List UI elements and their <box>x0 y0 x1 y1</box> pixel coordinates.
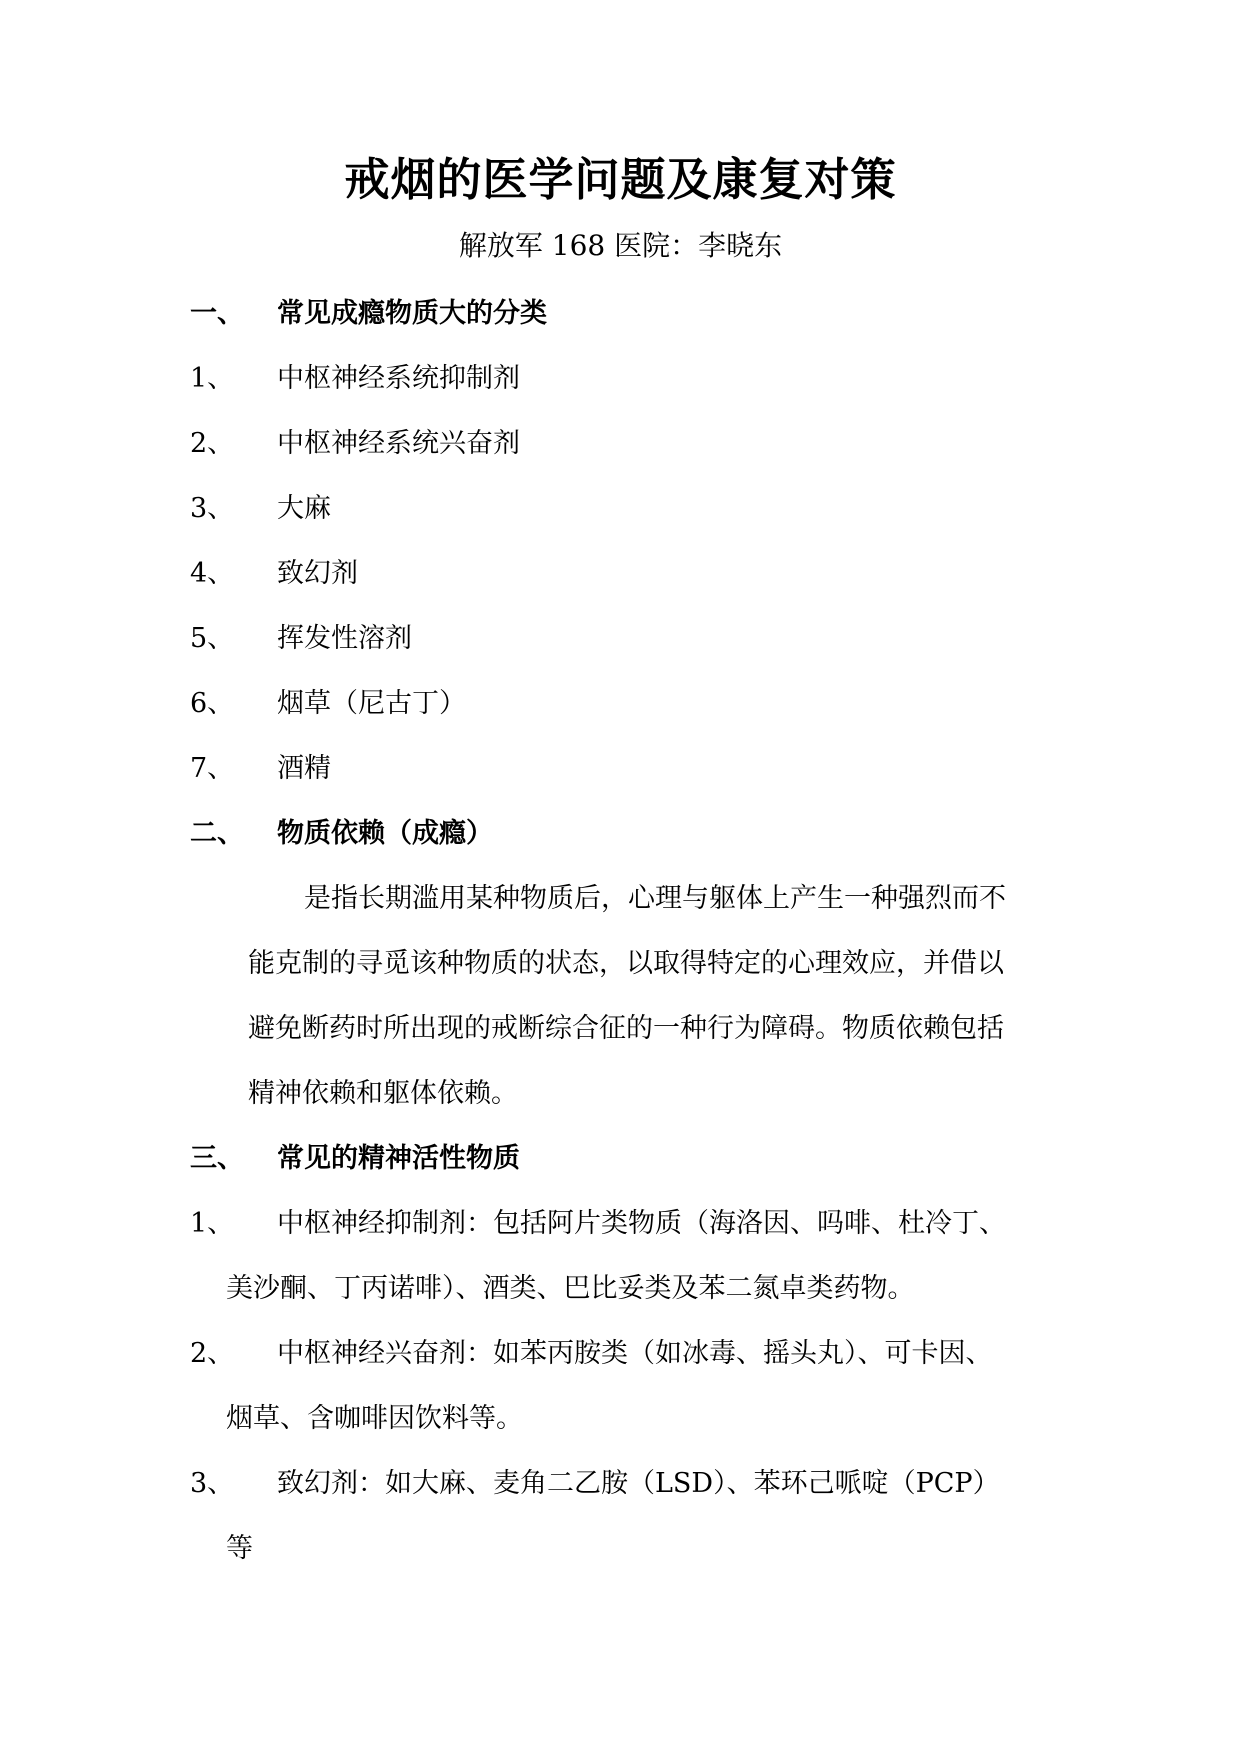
paragraph-line: 精神依赖和躯体依赖。 <box>248 1078 518 1109</box>
list-item-number: 5、 <box>190 623 235 654</box>
list-item-number: 6、 <box>190 688 235 719</box>
list-item-text: 挥发性溶剂 <box>277 623 412 654</box>
list-item-continuation: 等 <box>226 1533 253 1564</box>
list-item-number: 4、 <box>190 558 235 589</box>
document-title: 戒烟的医学问题及康复对策 <box>344 153 897 206</box>
paragraph-line: 能克制的寻觅该种物质的状态，以取得特定的心理效应，并借以 <box>248 948 1004 979</box>
list-item-text: 中枢神经兴奋剂：如苯丙胺类（如冰毒、摇头丸）、可卡因、 <box>277 1338 993 1369</box>
section-title: 常见成瘾物质大的分类 <box>277 298 547 329</box>
list-item-text: 中枢神经抑制剂：包括阿片类物质（海洛因、吗啡、杜冷丁、 <box>277 1208 1006 1239</box>
list-item-text: 致幻剂：如大麻、麦角二乙胺（LSD）、苯环己哌啶（PCP） <box>277 1468 1000 1499</box>
list-item-text: 中枢神经系统抑制剂 <box>277 363 520 394</box>
list-item-number: 3、 <box>190 1468 235 1499</box>
document-author: 解放军 168 医院：李晓东 <box>458 229 783 262</box>
list-item-text: 酒精 <box>277 753 331 784</box>
list-item-number: 1、 <box>190 1208 235 1239</box>
section-title: 常见的精神活性物质 <box>277 1143 520 1174</box>
list-item-number: 2、 <box>190 1338 235 1369</box>
list-item-number: 2、 <box>190 428 235 459</box>
section-number: 二、 <box>190 818 244 849</box>
list-item-continuation: 美沙酮、丁丙诺啡）、酒类、巴比妥类及苯二氮卓类药物。 <box>226 1273 915 1304</box>
section-number: 三、 <box>190 1143 244 1174</box>
list-item-text: 中枢神经系统兴奋剂 <box>277 428 520 459</box>
paragraph-line: 避免断药时所出现的戒断综合征的一种行为障碍。物质依赖包括 <box>248 1013 1004 1044</box>
list-item-number: 3、 <box>190 493 235 524</box>
list-item-text: 大麻 <box>277 493 331 524</box>
list-item-number: 7、 <box>190 753 235 784</box>
list-item-number: 1、 <box>190 363 235 394</box>
list-item-text: 烟草（尼古丁） <box>277 688 466 719</box>
section-title: 物质依赖（成瘾） <box>277 818 493 849</box>
list-item-text: 致幻剂 <box>277 558 358 589</box>
section-number: 一、 <box>190 298 244 329</box>
list-item-continuation: 烟草、含咖啡因饮料等。 <box>226 1403 523 1434</box>
paragraph-line: 是指长期滥用某种物质后，心理与躯体上产生一种强烈而不 <box>304 883 1006 914</box>
